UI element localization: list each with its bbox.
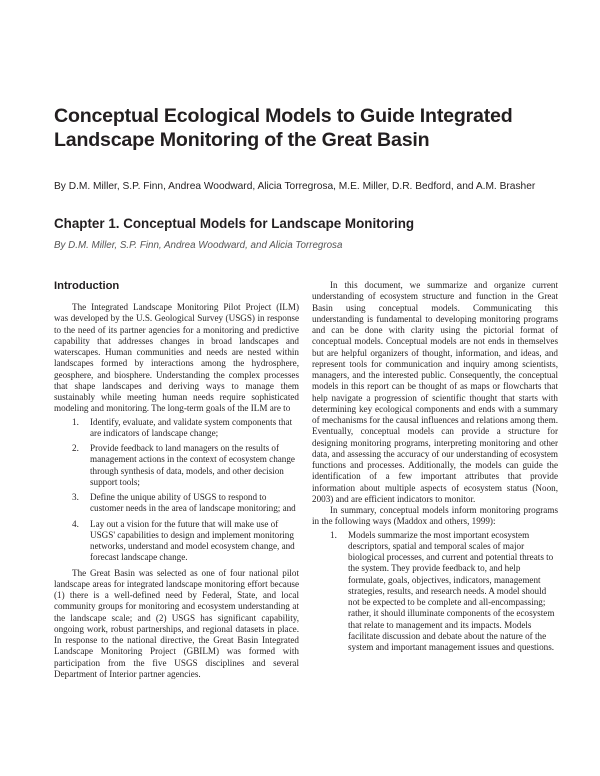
section-heading-introduction: Introduction	[54, 280, 120, 292]
list-item: 4. Lay out a vision for the future that will make use of USGS' capabilities to design and implement monitoring networks, understand and model ecosystem change, and forecast landscape change.	[72, 518, 295, 563]
intro-paragraph-1: The Integrated Landscape Monitoring Pilot Project (ILM) was developed by the U.S. Geological Survey (USGS) in response to the need of its partner agencies for a monitoring and predictive capability that addresses changes in broad landscapes and waterscapes. Human communities and needs are nested within landscapes formed by interactions among the hydrosphere, geosphere, and biosphere. Understanding the complex processes that shape landscapes and deriving ways to manage them sustainably while meeting human needs require sophisticated modeling and monitoring. The long-term goals of the ILM are to	[54, 302, 299, 414]
right-column	[312, 280, 558, 657]
chapter-title: Chapter 1. Conceptual Models for Landscape Monitoring	[54, 216, 415, 231]
page-title	[54, 104, 554, 152]
list-item: 1. Models summarize the most important ecosystem descriptors, spatial and temporal scales of major biological processes, and current and potential threats to the system. They provide feedback to, and help formulate, goals, objectives, indicators, management strategies, results, and research needs. A model should not be expected to be complete and all-encompassing; rather, it should illuminate components of the ecosystem that relate to management and its impacts. Models facilitate discussion and debate about the nature of the system and important management issues and questions.	[330, 529, 555, 652]
list-item: 2. Provide feedback to land managers on the results of management actions in the context of ecosystem change through synthesis of data, models, and other decision support tools;	[72, 443, 295, 487]
chapter-authors: By D.M. Miller, S.P. Finn, Andrea Woodward, and Alicia Torregrosa	[54, 240, 343, 251]
intro-paragraph-3: In this document, we summarize and organize current understanding of ecosystem structure and function in the Great Basin using conceptual models. Communicating this understanding is fundamental to developing monitoring programs and can be done with clarity using the pictorial format of conceptual models. Conceptual models are not ends in themselves but are helpful organizers of thought, information, and ideas, and represent tools for communication and inquiry among scientists, managers, and the interested public. Consequently, the conceptual models in this report can be thought of as maps or flowcharts that help navigate a progression of scientific thought that starts with determining key ecological components and ends with a summary of mechanisms for the causal influences and relations among them. Eventually, conceptual models can provide a structure for designing monitoring programs, interpreting monitoring and other data, and assessing the accuracy of our understanding of ecosystem functions and processes. Additionally, the models can guide the identification of a few important attributes that provide information about multiple aspects of ecosystem status (Noon, 2003) and are efficient indicators to monitor.	[312, 280, 558, 504]
report-authors: By D.M. Miller, S.P. Finn, Andrea Woodward, Alicia Torregrosa, M.E. Miller, D.R. Bedford, and A.M. Brasher	[54, 181, 536, 192]
uses-list	[312, 530, 558, 654]
title-line-2: Landscape Monitoring of the Great Basin	[54, 129, 430, 151]
list-item: 3. Define the unique ability of USGS to respond to customer needs in the area of landscape monitoring; and	[72, 492, 296, 514]
goals-list	[54, 417, 299, 564]
intro-paragraph-4: In summary, conceptual models inform monitoring programs in the following ways (Maddox and others, 1999):	[312, 505, 558, 527]
left-column	[54, 302, 299, 680]
title-line-1: Conceptual Ecological Models to Guide Integrated	[54, 105, 513, 127]
intro-paragraph-2: The Great Basin was selected as one of four national pilot landscape areas for integrated landscape monitoring effort because (1) there is a well-defined need by Federal, State, and local community groups for monitoring and ecosystem understanding at the landscape scale; and (2) USGS has significant capability, ongoing work, robust partnerships, and regional datasets in place. In response to the national directive, the Great Basin Integrated Landscape Monitoring Project (GBILM) was formed with participation from the five USGS disciplines and several Department of Interior partner agencies.	[54, 567, 299, 679]
list-item: 1. Identify, evaluate, and validate system components that are indicators of landscape change;	[72, 416, 293, 438]
